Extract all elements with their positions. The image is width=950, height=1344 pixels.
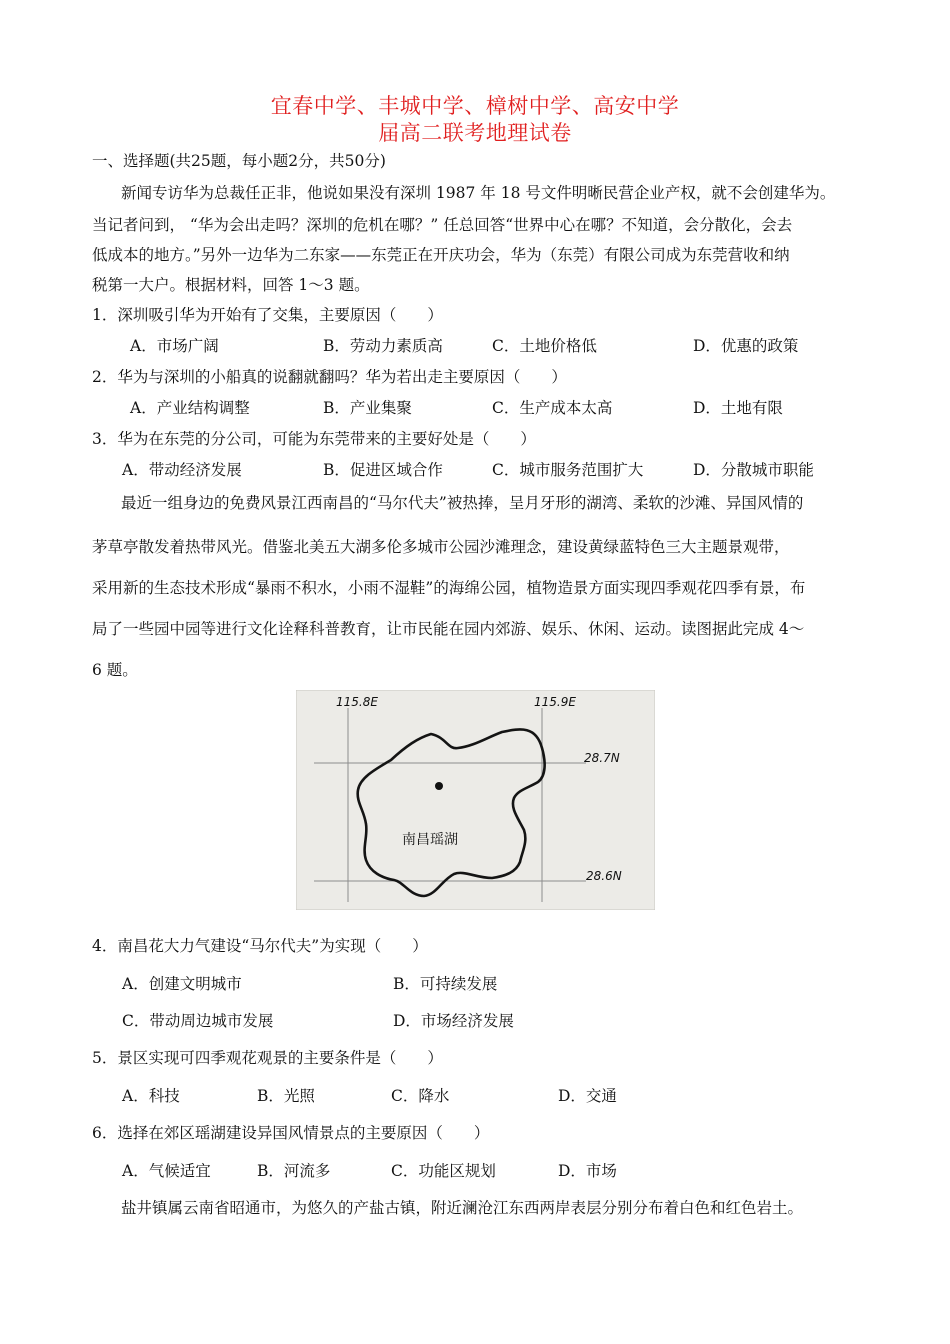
location-dot: [435, 782, 443, 790]
question-1-option-d: D．优惠的政策: [693, 337, 799, 355]
passage1-line: 新闻专访华为总裁任正非，他说如果没有深圳 1987 年 18 号文件明晰民营企业产权，就不会创建华为。: [121, 184, 836, 202]
lat-top-label: 28.7N: [584, 751, 620, 765]
question-4-option-d: D．市场经济发展: [393, 1012, 514, 1030]
question-5-stem: 5．景区实现可四季观花观景的主要条件是（ ）: [92, 1049, 443, 1067]
question-4-option-b: B．可持续发展: [393, 975, 498, 993]
lon-left-label: 115.8E: [336, 695, 378, 709]
passage3-line: 盐井镇属云南省昭通市，为悠久的产盐古镇，附近澜沧江东西两岸表层分别分布着白色和红色岩土。: [121, 1199, 804, 1217]
lon-right-label: 115.9E: [534, 695, 576, 709]
passage1-line: 低成本的地方。”另外一边华为二东家——东莞正在开庆功会，华为（东莞）有限公司成为东莞营收和纳: [92, 246, 790, 264]
question-1-option-c: C．土地价格低: [492, 337, 597, 355]
passage2-line: 采用新的生态技术形成“暴雨不积水，小雨不湿鞋”的海绵公园，植物造景方面实现四季观花四季有景，布: [92, 579, 806, 597]
question-4-stem: 4．南昌花大力气建设“马尔代夫”为实现（ ）: [92, 937, 428, 955]
question-5-option-d: D．交通: [558, 1087, 617, 1105]
question-2-option-b: B．产业集聚: [323, 399, 412, 417]
question-5-option-c: C．降水: [391, 1087, 450, 1105]
question-1-option-b: B．劳动力素质高: [323, 337, 443, 355]
passage1-line: 当记者问到， “华为会出走吗？深圳的危机在哪？” 任总回答“世界中心在哪？不知道，会分散化，会去: [92, 216, 793, 234]
question-3-stem: 3．华为在东莞的分公司，可能为东莞带来的主要好处是（ ）: [92, 430, 536, 448]
page-title: 宜春中学、丰城中学、樟树中学、高安中学: [270, 94, 680, 118]
passage1-line: 税第一大户。根据材料，回答 1～3 题。: [92, 276, 370, 294]
yaohu-map: [296, 690, 655, 910]
question-2-option-d: D．土地有限: [693, 399, 783, 417]
lake-label: 南昌瑶湖: [402, 832, 458, 848]
question-5-option-b: B．光照: [257, 1087, 315, 1105]
question-6-option-d: D．市场: [558, 1162, 617, 1180]
page-subtitle: 届高二联考地理试卷: [378, 121, 572, 145]
question-6-option-a: A．气候适宜: [122, 1162, 211, 1180]
passage2-line: 茅草亭散发着热带风光。借鉴北美五大湖多伦多城市公园沙滩理念，建设黄绿蓝特色三大主题景观带，: [92, 538, 790, 556]
section-heading: 一、选择题(共25题，每小题2分，共50分): [92, 152, 386, 170]
question-4-option-c: C．带动周边城市发展: [122, 1012, 274, 1030]
question-2-option-a: A．产业结构调整: [130, 399, 250, 417]
question-3-option-a: A．带动经济发展: [122, 461, 242, 479]
question-3-option-b: B．促进区域合作: [323, 461, 443, 479]
question-3-option-d: D．分散城市职能: [693, 461, 814, 479]
question-6-option-b: B．河流多: [257, 1162, 331, 1180]
question-1-option-a: A．市场广阔: [130, 337, 219, 355]
question-2-option-c: C．生产成本太高: [492, 399, 613, 417]
question-5-option-a: A．科技: [122, 1087, 180, 1105]
passage2-line: 最近一组身边的免费风景江西南昌的“马尔代夫”被热捧，呈月牙形的湖湾、柔软的沙滩、异国风情的: [121, 494, 804, 512]
passage2-line: 6 题。: [92, 661, 138, 679]
passage2-line: 局了一些园中园等进行文化诠释科普教育，让市民能在园内郊游、娱乐、休闲、运动。读图据此完成 4～: [92, 620, 805, 638]
question-4-option-a: A．创建文明城市: [122, 975, 242, 993]
question-3-option-c: C．城市服务范围扩大: [492, 461, 644, 479]
question-6-option-c: C．功能区规划: [391, 1162, 496, 1180]
question-6-stem: 6．选择在郊区瑶湖建设异国风情景点的主要原因（ ）: [92, 1124, 490, 1142]
question-1-stem: 1．深圳吸引华为开始有了交集，主要原因（ ）: [92, 306, 443, 324]
lat-bottom-label: 28.6N: [586, 869, 622, 883]
question-2-stem: 2．华为与深圳的小船真的说翻就翻吗？华为若出走主要原因（ ）: [92, 368, 567, 386]
